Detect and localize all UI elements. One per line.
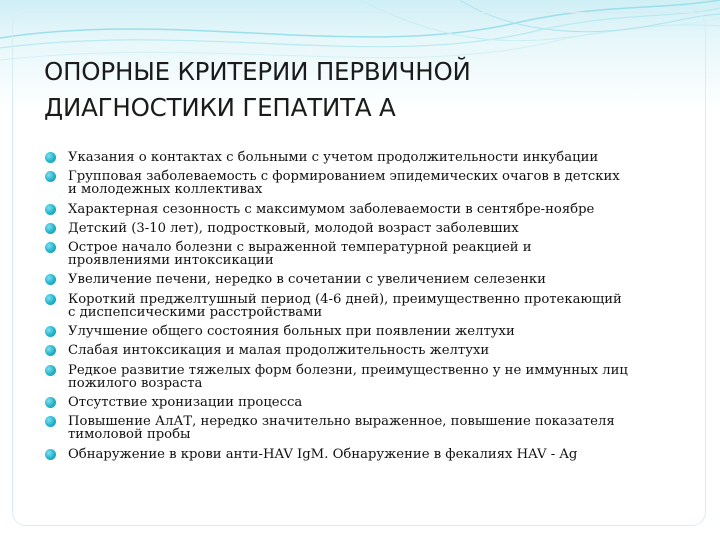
list-item (44, 241, 664, 267)
list-item-text: Групповая заболеваемость с формированием эпидемических очагов в детских (68, 169, 620, 185)
criteria-list (44, 151, 664, 467)
list-item (44, 203, 664, 216)
slide-title (44, 54, 664, 126)
list-item-text: Увеличение печени, нередко в сочетании с увеличением селезенки (68, 272, 546, 288)
list-item-text: Слабая интоксикация и малая продолжительность желтухи (68, 343, 490, 359)
list-item (44, 448, 664, 461)
list-item (44, 151, 664, 164)
bullet-icon (45, 274, 56, 285)
bullet-icon (45, 152, 56, 163)
list-item-text: и молодежных коллективах (68, 182, 263, 198)
bullet-icon (45, 326, 56, 337)
bullet-icon (45, 345, 56, 356)
list-item-text: Повышение АлАТ, нередко значительно выраженное, повышение показателя (68, 414, 615, 430)
list-item (44, 325, 664, 338)
bullet-icon (45, 294, 56, 305)
list-item (44, 396, 664, 409)
list-item (44, 222, 664, 235)
list-item (44, 415, 664, 441)
list-item-text: Детский (3-10 лет), подростковый, молодой возраст заболевших (68, 220, 519, 236)
bullet-icon (45, 242, 56, 253)
list-item-text: Улучшение общего состояния больных при появлении желтухи (68, 324, 515, 340)
bullet-icon (45, 171, 56, 182)
bullet-icon (45, 397, 56, 408)
list-item-text: тимоловой пробы (68, 427, 191, 443)
bullet-icon (45, 223, 56, 234)
list-item (44, 344, 664, 357)
list-item-text: Обнаружение в крови анти-HAV IgM. Обнаружение в фекалиях HAV - Ag (68, 446, 578, 462)
bullet-icon (45, 365, 56, 376)
list-item-text: Короткий преджелтушный период (4-6 дней), преимущественно протекающий (68, 291, 622, 307)
list-item (44, 170, 664, 196)
list-item (44, 293, 664, 319)
list-item-text: с диспепсическими расстройствами (68, 304, 323, 320)
list-item-text: Указания о контактах с больными с учетом продолжительности инкубации (68, 150, 599, 165)
list-item-text: пожилого возраста (68, 375, 203, 391)
list-item-text: проявлениями интоксикации (68, 253, 274, 269)
title-line: ДИАГНОСТИКИ ГЕПАТИТА А (44, 93, 396, 122)
list-item-text: Характерная сезонность с максимумом заболеваемости в сентябре-ноябре (68, 201, 595, 217)
list-item (44, 273, 664, 286)
title-line: ОПОРНЫЕ КРИТЕРИИ ПЕРВИЧНОЙ (44, 57, 471, 86)
list-item-text: Острое начало болезни с выраженной температурной реакцией и (68, 240, 532, 256)
list-item-text: Редкое развитие тяжелых форм болезни, преимущественно у не иммунных лиц (68, 362, 628, 378)
bullet-icon (45, 449, 56, 460)
list-item (44, 364, 664, 390)
list-item-text: Отсутствие хронизации процесса (68, 394, 303, 410)
bullet-icon (45, 204, 56, 215)
bullet-icon (45, 416, 56, 427)
